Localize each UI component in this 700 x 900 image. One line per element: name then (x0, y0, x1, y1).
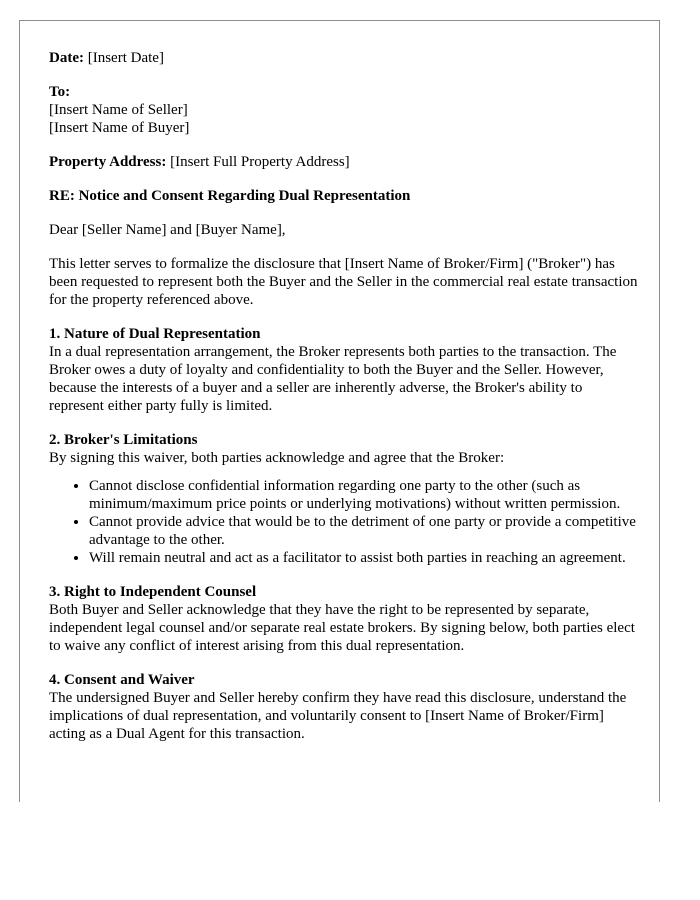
section-title: 4. Consent and Waiver (49, 672, 195, 688)
date-label: Date: (49, 50, 84, 66)
letter-content (49, 49, 639, 759)
section-counsel (49, 583, 639, 655)
list-item: • Cannot disclose confidential information regarding one party to the other (such as minimum/maximum price points or underlying motivations) without written permission. (89, 477, 639, 513)
section-title: 3. Right to Independent Counsel (49, 584, 257, 600)
section-title: 1. Nature of Dual Representation (49, 326, 261, 342)
section-body: Both Buyer and Seller acknowledge that they have the right to be represented by separate, independent legal counsel and/or separate real estate brokers. By signing below, both parties elect to waive any conflict of interest arising from this dual representation. (49, 602, 635, 654)
recipient-block (49, 83, 639, 137)
section-nature (49, 325, 639, 415)
limitations-list (49, 477, 639, 567)
section-consent (49, 671, 639, 743)
date-value: [Insert Date] (87, 50, 164, 66)
property-address-line (49, 153, 639, 171)
recipient-buyer: [Insert Name of Buyer] (49, 120, 190, 136)
section-body: In a dual representation arrangement, the Broker represents both parties to the transaction. The Broker owes a duty of loyalty and confidentiality to both the Buyer and the Seller. However, because the interests of a buyer and a seller are inherently adverse, the Broker's ability to represent either party fully is limited. (49, 344, 617, 414)
intro-paragraph: This letter serves to formalize the disclosure that [Insert Name of Broker/Firm] ("Broker") has been requested to represent both the Buyer and the Seller in the commercial real estate transaction for the property referenced above. (49, 256, 638, 308)
section-title: 2. Broker's Limitations (49, 432, 198, 448)
section-limitations (49, 431, 639, 467)
date-line (49, 49, 639, 67)
property-address-label: Property Address: (49, 154, 167, 170)
document-page (19, 20, 660, 802)
list-item: • Will remain neutral and act as a facilitator to assist both parties in reaching an agreement. (89, 549, 639, 567)
subject-line: RE: Notice and Consent Regarding Dual Representation (49, 188, 411, 204)
to-label: To: (49, 84, 71, 100)
salutation: Dear [Seller Name] and [Buyer Name], (49, 222, 286, 238)
section-body: The undersigned Buyer and Seller hereby confirm they have read this disclosure, understand the implications of dual representation, and voluntarily consent to [Insert Name of Broker/Firm] acting as a Dual Agent for this transaction. (49, 690, 627, 742)
recipient-seller: [Insert Name of Seller] (49, 102, 188, 118)
section-body: By signing this waiver, both parties acknowledge and agree that the Broker: (49, 450, 505, 466)
property-address-value: [Insert Full Property Address] (170, 154, 350, 170)
list-item: • Cannot provide advice that would be to the detriment of one party or provide a competitive advantage to the other. (89, 513, 639, 549)
